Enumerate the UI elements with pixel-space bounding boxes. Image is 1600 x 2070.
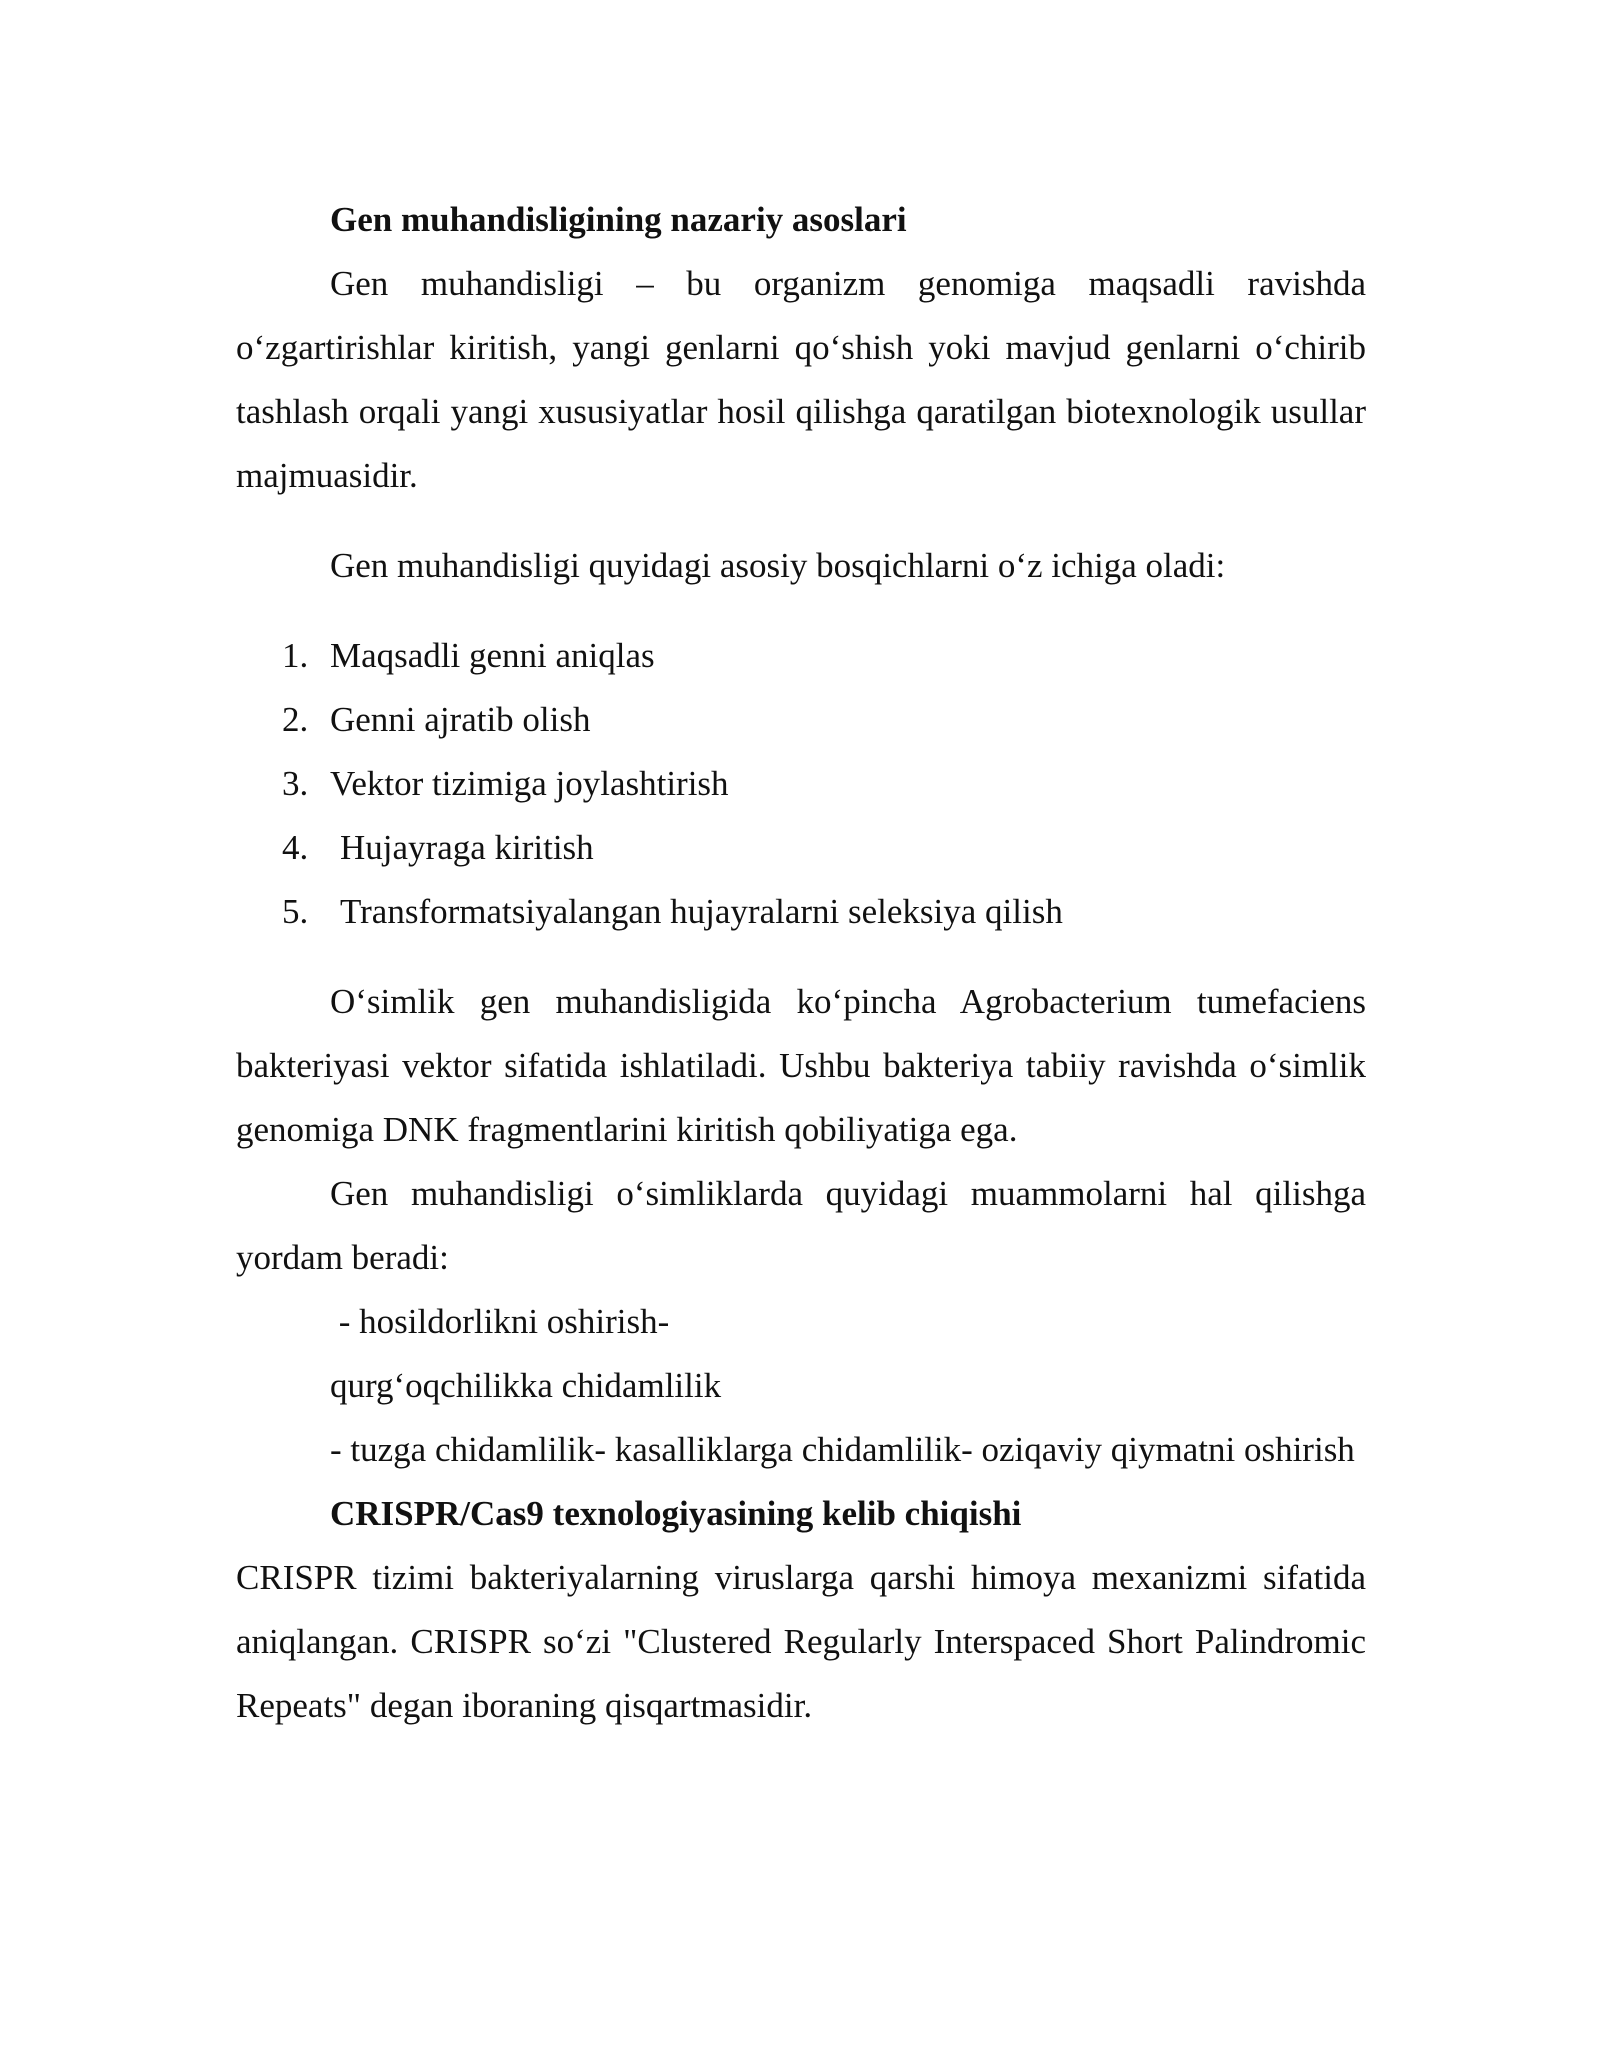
paragraph-definition: Gen muhandisligi – bu organizm genomiga maqsadli ravishda o‘zgartirishlar kiritish, yangi genlarni qo‘shish yoki mavjud genlarni o‘chirib tashlash orqali yangi xususiyatlar hosil qilishga qaratilgan biotexnologik usullar majmuasidir. xyxy=(236,264,1366,495)
list-item-text: Maqsadli genni aniqlas xyxy=(330,636,655,675)
section-heading-crispr: CRISPR/Cas9 texnologiyasining kelib chiqishi xyxy=(330,1494,1022,1533)
benefit-line-2: qurg‘oqchilikka chidamlilik xyxy=(330,1366,722,1405)
list-item-number: 3. xyxy=(282,764,309,803)
list-item-text: Genni ajratib olish xyxy=(330,700,591,739)
list-item xyxy=(236,880,1366,944)
list-item-number: 1. xyxy=(282,636,309,675)
list-item-number: 5. xyxy=(282,892,309,931)
paragraph-agrobacterium: O‘simlik gen muhandisligida ko‘pincha Agrobacterium tumefaciens bakteriyasi vektor sifatida ishlatiladi. Ushbu bakteriya tabiiy ravishda o‘simlik genomiga DNK fragmentlarini kiritish qobiliyatiga ega. xyxy=(236,982,1366,1149)
list-item-text: Transformatsiyalangan hujayralarni seleksiya qilish xyxy=(340,892,1063,931)
list-item xyxy=(236,688,1366,752)
list-item-text: Vektor tizimiga joylashtirish xyxy=(330,764,729,803)
list-item xyxy=(236,624,1366,688)
document-page xyxy=(236,188,1366,1738)
paragraph-stages-intro: Gen muhandisligi quyidagi asosiy bosqichlarni o‘z ichiga oladi: xyxy=(330,546,1226,585)
list-item xyxy=(236,752,1366,816)
stages-list xyxy=(236,624,1366,944)
paragraph-crispr: CRISPR tizimi bakteriyalarning viruslarga qarshi himoya mexanizmi sifatida aniqlangan. CRISPR so‘zi "Clustered Regularly Interspaced Short Palindromic Repeats" degan iboraning qisqartmasidir. xyxy=(236,1558,1366,1725)
section-heading-gen-engineering: Gen muhandisligining nazariy asoslari xyxy=(330,200,907,239)
list-item-number: 2. xyxy=(282,700,309,739)
list-item-text: Hujayraga kiritish xyxy=(340,828,594,867)
benefit-line-3: - tuzga chidamlilik- kasalliklarga chidamlilik- oziqaviy qiymatni oshirish xyxy=(330,1430,1355,1469)
list-item xyxy=(236,816,1366,880)
list-item-number: 4. xyxy=(282,828,309,867)
paragraph-problems-intro: Gen muhandisligi o‘simliklarda quyidagi muammolarni hal qilishga yordam beradi: xyxy=(236,1174,1366,1277)
benefit-line-1: - hosildorlikni oshirish- xyxy=(330,1302,670,1341)
